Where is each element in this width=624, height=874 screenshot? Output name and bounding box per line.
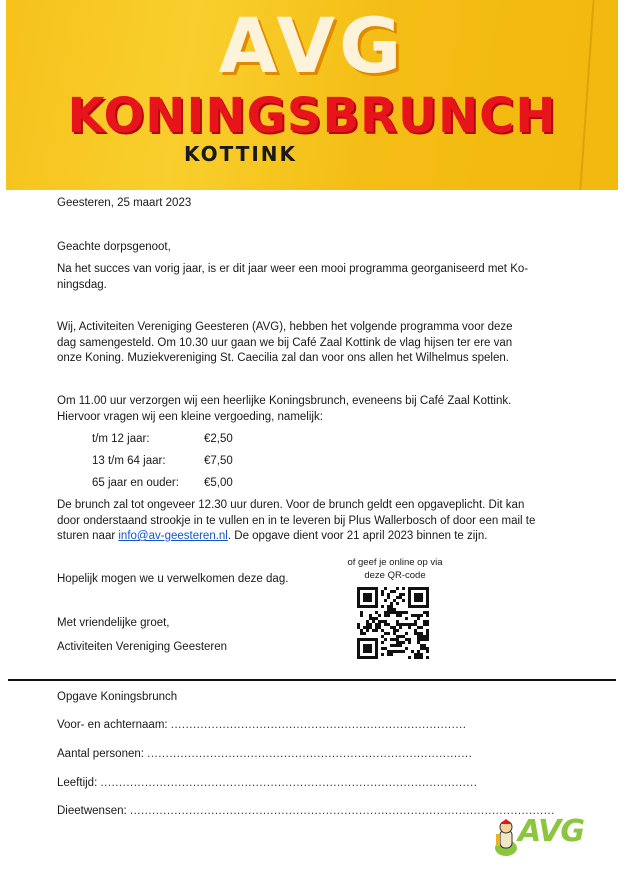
paragraph-programme: Wij, Activiteiten Vereniging Geesteren (AVG), hebben het volgende programma voor deze dag samengesteld. Om 10.30 uur gaan we bij Café Zaal Kottink de vlag hijsen ter ere van onze Koning. Muziekvereniging St. Caecilia zal dan voor ons allen het Wilhelmus spelen. (57, 321, 513, 364)
header-banner (6, 0, 618, 190)
email-link[interactable]: info@av-geesteren.nl (118, 530, 228, 542)
letter-signature: Activiteiten Vereniging Geesteren (57, 641, 228, 653)
paragraph-intro: Na het succes van vorig jaar, is er dit jaar weer een mooi programma georganiseerd met Ko-ningsdag. (57, 263, 529, 291)
mascot-icon (492, 818, 520, 858)
letter-salutation: Geachte dorpsgenoot, (57, 241, 171, 253)
letter-closing: Met vriendelijke groet, (57, 617, 170, 629)
field-diet-label: Dieetwensen: (57, 805, 130, 817)
banner-title: AVG (218, 1, 406, 90)
field-age[interactable] (57, 777, 477, 789)
field-name-dots: ................................................................................ (170, 719, 467, 731)
registration-text: De brunch zal tot ongeveer 12.30 uur duren. Voor de brunch geldt een opgaveplicht. Dit kan door onderstaand strookje in te vullen en in te leveren bij Plus Wallerbosch of door een mail te sturen naar (57, 499, 536, 542)
field-age-dots: ...................................................................................................... (100, 777, 478, 789)
cut-line-divider (8, 679, 616, 681)
paragraph-registration (57, 498, 537, 545)
field-persons[interactable] (57, 748, 472, 760)
field-age-label: Leeftijd: (57, 777, 101, 789)
logo-text: AVG (518, 814, 585, 849)
field-persons-label: Aantal personen: (57, 748, 148, 760)
qr-caption: of geef je online op via deze QR-code (347, 557, 443, 581)
form-title: Opgave Koningsbrunch (57, 691, 178, 703)
price-value: €7,50 (204, 455, 233, 467)
field-persons-dots: ........................................................................................ (147, 748, 473, 760)
price-value: €5,00 (204, 477, 233, 489)
registration-deadline: . De opgave dient voor 21 april 2023 binnen te zijn. (227, 530, 488, 542)
letter-date: Geesteren, 25 maart 2023 (57, 197, 192, 209)
field-diet[interactable] (57, 805, 555, 817)
banner-location: KOTTINK (184, 142, 298, 166)
field-diet-dots: ................................................................................................................... (129, 805, 555, 817)
price-label: 13 t/m 64 jaar: (92, 455, 166, 467)
price-value: €2,50 (204, 433, 233, 445)
letter-hope: Hopelijk mogen we u verwelkomen deze dag. (57, 573, 289, 585)
qr-code[interactable] (357, 587, 429, 659)
price-label: t/m 12 jaar: (92, 433, 150, 445)
price-label: 65 jaar en ouder: (92, 477, 179, 489)
paragraph-brunch: Om 11.00 uur verzorgen wij een heerlijke Koningsbrunch, eveneens bij Café Zaal Kottink. Hiervoor vragen wij een kleine vergoeding, namelijk: (57, 395, 512, 423)
field-name[interactable] (57, 719, 466, 731)
avg-logo (492, 814, 604, 858)
banner-subtitle: KONINGSBRUNCH (67, 88, 557, 144)
field-name-label: Voor- en achternaam: (57, 719, 171, 731)
